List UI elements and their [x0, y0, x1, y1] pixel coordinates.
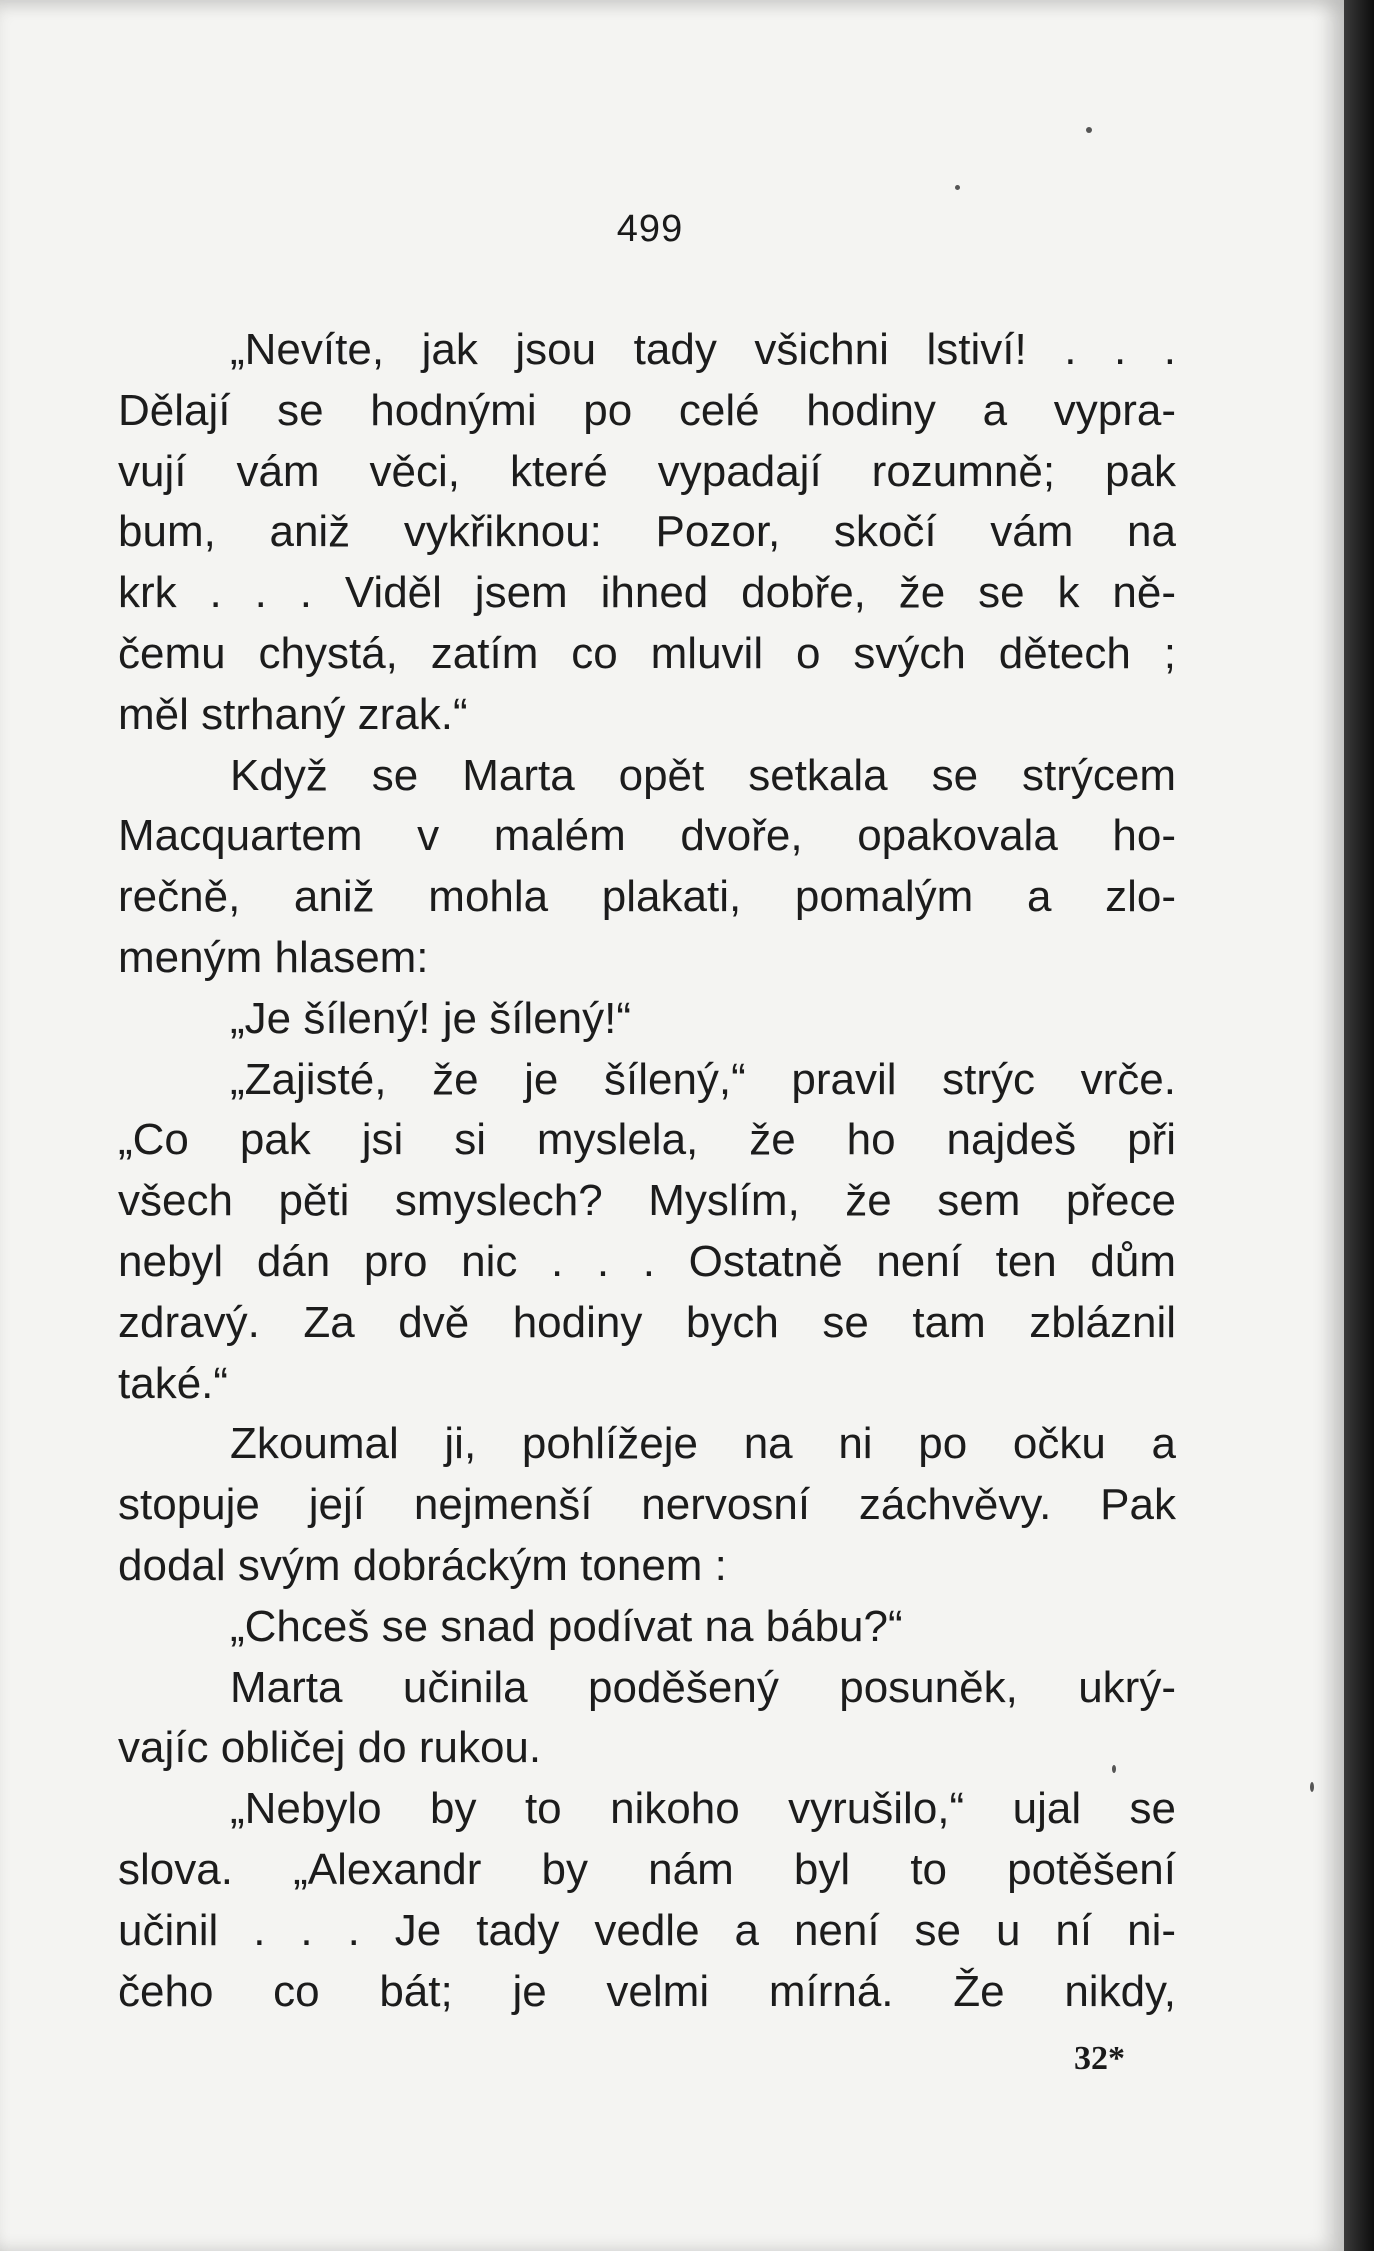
text-line: Marta učinila poděšený posuněk, ukrý-	[230, 1662, 1176, 1712]
paper-speck	[1112, 1765, 1116, 1773]
text-line: „Je šílený! je šílený!“	[230, 993, 632, 1043]
text-line: zdravý. Za dvě hodiny bych se tam zbláznil	[118, 1297, 1176, 1347]
text-line: čemu chystá, zatím co mluvil o svých dětech ;	[118, 628, 1176, 678]
paper-speck	[955, 185, 960, 190]
paper-speck	[1310, 1782, 1314, 1792]
text-line: vují vám věci, které vypadají rozumně; pak	[118, 446, 1176, 496]
text-line: rečně, aniž mohla plakati, pomalým a zlo-	[118, 872, 1176, 922]
text-line: také.“	[118, 1358, 229, 1408]
printer-signature-mark: 32*	[1074, 2040, 1125, 2077]
text-line: „Nebylo by to nikoho vyrušilo,“ ujal se	[230, 1784, 1176, 1834]
text-line: slova. „Alexandr by nám byl to potěšení	[118, 1844, 1176, 1894]
page-edge-shadow	[1344, 0, 1374, 2251]
text-line: krk . . . Viděl jsem ihned dobře, že se k ně-	[118, 568, 1176, 618]
text-line: „Chceš se snad podívat na bábu?“	[230, 1601, 903, 1651]
text-line: všech pěti smyslech? Myslím, že sem přece	[118, 1176, 1176, 1226]
text-line: měl strhaný zrak.“	[118, 689, 468, 739]
text-line: meným hlasem:	[118, 932, 429, 982]
page-number: 499	[616, 208, 684, 250]
text-line: Dělají se hodnými po celé hodiny a vypra-	[118, 385, 1176, 435]
text-line: bum, aniž vykřiknou: Pozor, skočí vám na	[118, 507, 1176, 557]
text-line: učinil . . . Je tady vedle a není se u ní ni-	[118, 1905, 1176, 1955]
text-line: Macquartem v malém dvoře, opakovala ho-	[118, 811, 1176, 861]
text-line: stopuje její nejmenší nervosní záchvěvy. Pak	[118, 1480, 1176, 1530]
text-line: Když se Marta opět setkala se strýcem	[230, 750, 1176, 800]
text-line: vajíc obličej do rukou.	[118, 1723, 542, 1773]
text-line: nebyl dán pro nic . . . Ostatně není ten dům	[118, 1236, 1176, 1286]
text-line: čeho co bát; je velmi mírná. Že nikdy,	[118, 1966, 1176, 2016]
text-line: „Co pak jsi si myslela, že ho najdeš při	[118, 1115, 1176, 1165]
paper-speck	[1086, 127, 1092, 133]
text-line: Zkoumal ji, pohlížeje na ni po očku a	[230, 1419, 1176, 1469]
body-text	[118, 320, 1176, 2022]
text-line: „Zajisté, že je šílený,“ pravil strýc vrče.	[230, 1054, 1176, 1104]
text-line: „Nevíte, jak jsou tady všichni lstiví! . . .	[230, 325, 1176, 374]
text-line: dodal svým dobráckým tonem :	[118, 1540, 727, 1590]
